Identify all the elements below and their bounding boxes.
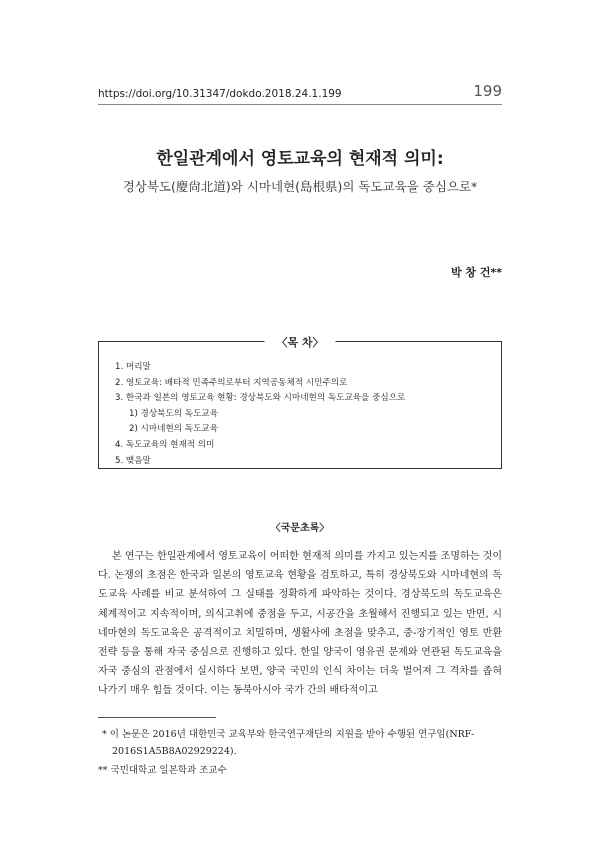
toc-item: 5. 맺음말 <box>115 455 151 466</box>
footnote-funding: * 이 논문은 2016년 대한민국 교육부와 한국연구재단의 지원을 받아 수행된 연구임(NRF-2016S1A5B8A02929224). <box>102 729 475 757</box>
paper-title: 한일관계에서 영토교육의 현재적 의미: <box>156 149 444 169</box>
footnote-affiliation: ** 국민대학교 일본학과 조교수 <box>98 765 227 776</box>
toc-item: 2) 시마네현의 독도교육 <box>129 424 218 435</box>
toc-list <box>115 360 405 469</box>
page-number: 199 <box>473 82 502 100</box>
abstract-title: 〈국문초록〉 <box>270 523 330 534</box>
toc-item: 3. 한국과 일본의 영토교육 현황: 경상북도와 시마네현의 독도교육을 중심으로 <box>115 393 406 404</box>
toc-item: 1. 머리말 <box>115 362 151 372</box>
toc-item: 2. 영토교육: 배타적 민족주의로부터 지역공동체적 시민주의로 <box>115 377 348 388</box>
toc-item: 1) 경상북도의 독도교육 <box>129 408 218 419</box>
abstract-body: 본 연구는 한일관계에서 영토교육이 어떠한 현재적 의미를 가지고 있는지를 조명하는 것이다. 논쟁의 초점은 한국과 일본의 영토교육 현황을 검토하고, 특히 경상북도와 시마네현의 독도교육 사례를 비교 분석하여 그 실태를 정확하게 파악하는 것이다. 경상북도의 독도교육은 체계적이고 지속적이며, 의식고취에 중점을 두고, 시공간을 초월해서 진행되고 있는 반면, 시네마현의 독도교육은 공격적이고 치밀하며, 생활사에 초점을 맞추고, 중-장기적인 영토 반환전략 등을 통해 자국 중심으로 진행하고 있다. 한일 양국이 영유권 문제와 연관된 독도교육을 자국 중심의 관점에서 실시하다 보면, 양국 국민의 인식 차이는 더욱 벌어져 그 격차를 좁혀 나가기 매우 힘들 것이다. 이는 동북아시아 국가 간의 배타적이고 <box>98 551 502 697</box>
paper-subtitle: 경상북도(慶尙北道)와 시마네현(島根県)의 독도교육을 중심으로* <box>122 179 478 194</box>
author-name: 박 창 건** <box>450 266 502 279</box>
toc-item: 4. 독도교육의 현재적 의미 <box>115 439 215 450</box>
running-header <box>98 78 502 105</box>
toc-title: 〈목 차〉 <box>264 334 335 350</box>
table-of-contents <box>98 336 502 469</box>
footnote-divider <box>98 717 216 718</box>
doi-link[interactable]: https://doi.org/10.31347/dokdo.2018.24.1.199 <box>98 88 342 100</box>
